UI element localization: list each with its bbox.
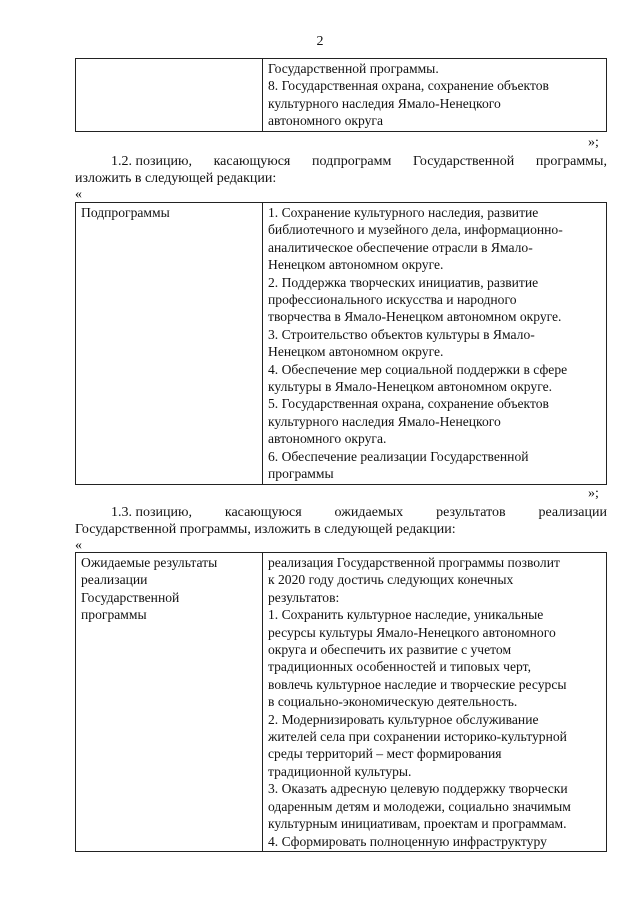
table3-text-line: 2. Модернизировать культурное обслуживание [268, 711, 539, 727]
table-continuation [75, 58, 607, 132]
table3-label-line: Ожидаемые результаты [81, 555, 218, 570]
table3-text-line: жителей села при сохранении историко-культурной [268, 729, 567, 745]
table3-text-line: реализация Государственной программы позволит [268, 555, 560, 570]
table3-text-line: результатов: [268, 589, 340, 605]
table3-text-line: 4. Сформировать полноценную инфраструктуру [268, 833, 547, 849]
paragraph-word: реализации [538, 505, 607, 520]
table2-left-cell: Подпрограммы [76, 203, 263, 485]
paragraph-word: касающуюся [213, 154, 291, 169]
table3-label-line: Государственной [81, 589, 180, 605]
table-expected-results [75, 552, 607, 852]
table2-text-line: 3. Строительство объектов культуры в Ямало- [268, 326, 535, 342]
table2-text-line: 4. Обеспечение мер социальной поддержки в сфере [268, 361, 568, 377]
paragraph-word: 1.3. позицию, [111, 505, 192, 520]
table1-right-cell [263, 59, 607, 132]
table2-text-line: культурного наследия Ямало-Ненецкого [268, 413, 501, 429]
table3-text-line: 1. Сохранить культурное наследие, уникальные [268, 607, 544, 623]
paragraph-word: касающуюся [224, 505, 302, 520]
table1-left-cell [76, 59, 263, 132]
table2-text-line: творчества в Ямало-Ненецком автономном округе. [268, 309, 562, 325]
table2-text-line: автономного округа. [268, 431, 387, 447]
table1-text-line: 8. Государственная охрана, сохранение объектов [268, 78, 549, 94]
table3-text-line: вовлечь культурное наследие и творческие ресурсы [268, 676, 567, 692]
paragraph-1-3 [75, 504, 607, 538]
table2-text-line: культуры в Ямало-Ненецком автономном округе. [268, 379, 553, 395]
table3-text-line: ресурсы культуры Ямало-Ненецкого автономного [268, 624, 556, 640]
table3-text-line: округа и обеспечить их развитие с учетом [268, 642, 512, 658]
table2-text-line: 6. Обеспечение реализации Государственной [268, 448, 529, 464]
table3-text-line: среды территорий – мест формирования [268, 746, 502, 762]
paragraph-1-2-line2: изложить в следующей редакции: [75, 171, 277, 186]
paragraph-word: ожидаемых [334, 505, 404, 520]
table3-right-cell [263, 553, 607, 852]
paragraph-word: 1.2. позицию, [111, 154, 192, 169]
table3-label-line: программы [81, 607, 147, 623]
table3-text-line: традиционной культуры. [268, 763, 412, 779]
paragraph-word: подпрограмм [311, 154, 392, 169]
table1-text-line: Государственной программы. [268, 61, 439, 76]
table3-text-line: 3. Оказать адресную целевую поддержку творчески [268, 781, 568, 797]
opening-quote-2: « [75, 187, 82, 202]
paragraph-1-3-line2: Государственной программы, изложить в следующей редакции: [75, 522, 456, 537]
table3-text-line: традиционных особенностей и типовых черт, [268, 659, 531, 675]
table3-left-cell [76, 553, 263, 852]
table3-text-line: культурным инициативам, проектам и программам. [268, 816, 567, 832]
table3-text-line: к 2020 году достичь следующих конечных [268, 572, 514, 588]
paragraph-1-3-line1 [75, 504, 607, 521]
table2-text-line: аналитическое обеспечение отрасли в Ямало- [268, 239, 533, 255]
opening-quote-3: « [75, 538, 82, 553]
table2-text-line: профессионального искусства и народного [268, 292, 517, 308]
table3-text-line: одаренным детям и молодежи, социально значимым [268, 798, 571, 814]
table2-text-line: библиотечного и музейного дела, информационно- [268, 222, 563, 238]
table-subprograms [75, 202, 607, 485]
table2-text-line: 2. Поддержка творческих инициатив, развитие [268, 274, 539, 290]
table2-text-line: программы [268, 466, 334, 482]
table3-label-line: реализации [81, 572, 148, 588]
closing-quote-1: »; [588, 135, 599, 150]
table1-text-line: культурного наследия Ямало-Ненецкого [268, 95, 501, 111]
page-number: 2 [316, 34, 324, 49]
table3-text-line: в социально-экономическую деятельность. [268, 694, 518, 710]
table2-text-line: Ненецком автономном округе. [268, 344, 444, 360]
table1-text-line: автономного округа [268, 113, 384, 129]
paragraph-word: программы, [535, 154, 607, 169]
closing-quote-2: »; [588, 486, 599, 501]
paragraph-word: результатов [436, 505, 506, 520]
paragraph-1-2 [75, 153, 607, 187]
table2-text-line: 1. Сохранение культурного наследия, развитие [268, 205, 539, 220]
table2-right-cell [263, 203, 607, 485]
paragraph-word: Государственной [413, 154, 515, 169]
table2-text-line: Ненецком автономном округе. [268, 257, 444, 273]
paragraph-1-2-line1 [75, 153, 607, 170]
table2-text-line: 5. Государственная охрана, сохранение объектов [268, 396, 549, 412]
